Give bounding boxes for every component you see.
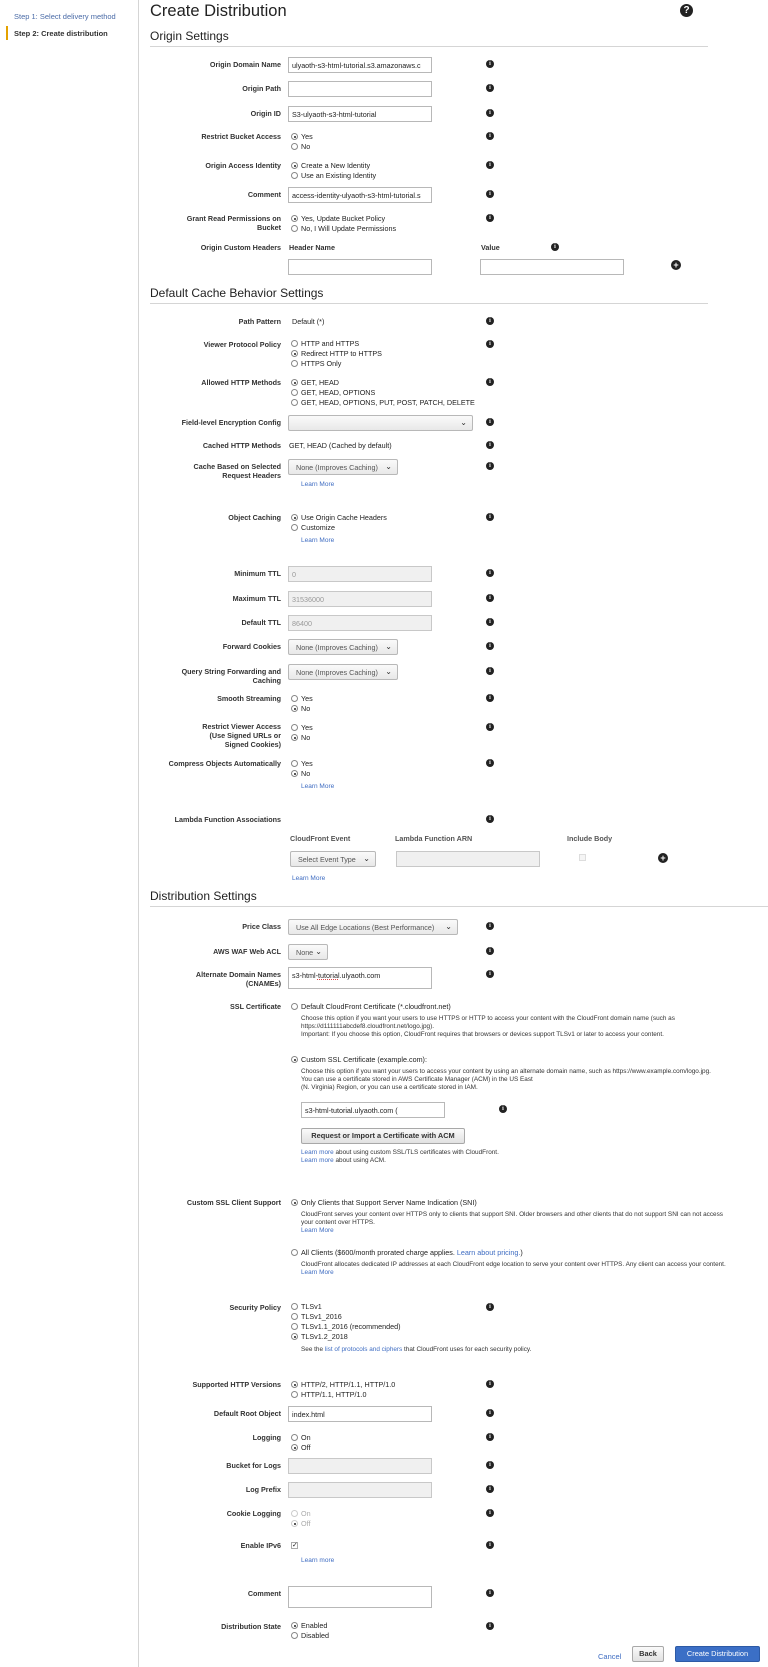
include-body-column-label: Include Body bbox=[567, 834, 613, 843]
radio-selected[interactable] bbox=[291, 1444, 298, 1451]
path-pattern-label: Path Pattern bbox=[238, 317, 281, 326]
radio-selected[interactable] bbox=[291, 514, 298, 521]
info-icon[interactable]: i bbox=[486, 190, 494, 198]
default-certificate-radio[interactable]: Default CloudFront Certificate (*.cloudfront.net) bbox=[291, 1002, 451, 1011]
price-class-label: Price Class bbox=[242, 922, 281, 931]
price-class-select[interactable]: Use All Edge Locations (Best Performance) ⌄ bbox=[288, 919, 458, 935]
minimum-ttl-input[interactable]: 0 bbox=[288, 566, 432, 582]
security-policy-label: Security Policy bbox=[229, 1303, 281, 1312]
radio-selected[interactable] bbox=[291, 133, 298, 140]
default-root-object-label: Default Root Object bbox=[213, 1409, 281, 1418]
redirect-http-to-https-radio[interactable]: Redirect HTTP to HTTPS bbox=[291, 349, 382, 358]
ipv6-learn-more-link[interactable]: Learn more bbox=[301, 1557, 335, 1564]
info-icon[interactable]: i bbox=[486, 922, 494, 930]
state-disabled-radio[interactable]: Disabled bbox=[291, 1631, 329, 1640]
chevron-down-icon: ⌄ bbox=[385, 642, 392, 651]
header-value-column-label: Value bbox=[481, 243, 500, 252]
restrict-bucket-access-label: Restrict Bucket Access bbox=[201, 132, 281, 141]
default-certificate-help-text: Choose this option if you want your users to use HTTPS or HTTP to access your content with the CloudFront domain name (such as https://d111111abcdef8.cloudfront.net/logo.jpg). Important: If you choose this option, CloudFront requires that browsers or devices support TLSv1 or later to access your content. bbox=[301, 1015, 675, 1039]
logging-off-radio[interactable]: Off bbox=[291, 1443, 310, 1452]
info-icon[interactable]: i bbox=[486, 1433, 494, 1441]
cloudfront-event-column-label: CloudFront Event bbox=[290, 834, 351, 843]
create-distribution-button[interactable]: Create Distribution bbox=[675, 1646, 760, 1662]
info-icon[interactable]: i bbox=[551, 243, 559, 251]
cached-http-methods-label: Cached HTTP Methods bbox=[202, 441, 281, 450]
section-title-cache: Default Cache Behavior Settings bbox=[150, 286, 324, 300]
radio-unselected[interactable] bbox=[291, 695, 298, 702]
radio-selected[interactable] bbox=[291, 1520, 298, 1527]
radio-unselected[interactable] bbox=[291, 1303, 298, 1310]
maximum-ttl-label: Maximum TTL bbox=[232, 594, 281, 603]
cancel-link[interactable]: Cancel bbox=[598, 1652, 622, 1661]
security-policy-note: See the list of protocols and ciphers that CloudFront uses for each security policy. bbox=[301, 1346, 532, 1353]
waf-web-acl-select[interactable]: None ⌄ bbox=[288, 944, 328, 960]
info-icon[interactable]: i bbox=[486, 970, 494, 978]
info-icon[interactable]: i bbox=[486, 723, 494, 731]
origin-path-label: Origin Path bbox=[242, 84, 281, 93]
info-icon[interactable]: i bbox=[486, 378, 494, 386]
info-icon[interactable]: i bbox=[499, 1105, 507, 1113]
info-icon[interactable]: i bbox=[486, 1622, 494, 1630]
acm-learn-more-link[interactable]: Learn more bbox=[301, 1157, 334, 1165]
object-caching-learn-more-link[interactable]: Learn More bbox=[301, 537, 335, 544]
radio-unselected[interactable] bbox=[291, 1313, 298, 1320]
radio-unselected[interactable] bbox=[291, 1632, 298, 1639]
sni-clients-radio[interactable]: Only Clients that Support Server Name Indication (SNI) bbox=[291, 1198, 477, 1207]
section-divider bbox=[150, 303, 708, 304]
methods-get-head-options-radio[interactable]: GET, HEAD, OPTIONS bbox=[291, 388, 375, 397]
info-icon[interactable]: i bbox=[486, 60, 494, 68]
info-icon[interactable]: i bbox=[486, 815, 494, 823]
smooth-streaming-label: Smooth Streaming bbox=[217, 694, 281, 703]
methods-get-head-radio[interactable]: GET, HEAD bbox=[291, 378, 339, 387]
include-body-checkbox[interactable] bbox=[579, 854, 586, 861]
create-new-identity-radio[interactable]: Create a New Identity bbox=[291, 161, 370, 170]
ssl-learn-more-link[interactable]: Learn more bbox=[301, 1149, 334, 1156]
add-lambda-association-icon[interactable]: + bbox=[658, 853, 668, 863]
custom-ssl-client-support-label: Custom SSL Client Support bbox=[186, 1198, 281, 1207]
radio-unselected[interactable] bbox=[291, 1434, 298, 1441]
info-icon[interactable]: i bbox=[486, 462, 494, 470]
info-icon[interactable]: i bbox=[486, 667, 494, 675]
enable-ipv6-checkbox[interactable]: ✓ bbox=[292, 1542, 298, 1549]
radio-selected[interactable] bbox=[291, 1199, 298, 1206]
default-ttl-label: Default TTL bbox=[241, 618, 281, 627]
restrict-bucket-yes-radio[interactable]: Yes bbox=[291, 132, 313, 141]
http2-radio[interactable]: HTTP/2, HTTP/1.1, HTTP/1.0 bbox=[291, 1380, 395, 1389]
maximum-ttl-input[interactable]: 31536000 bbox=[288, 591, 432, 607]
viewer-protocol-policy-label: Viewer Protocol Policy bbox=[203, 340, 281, 349]
cache-headers-learn-more-link[interactable]: Learn More bbox=[301, 481, 335, 488]
query-string-forwarding-label: Query String Forwarding and Caching bbox=[181, 667, 281, 685]
compress-learn-more-link[interactable]: Learn More bbox=[301, 783, 335, 790]
lambda-associations-label: Lambda Function Associations bbox=[174, 815, 281, 824]
info-icon[interactable]: i bbox=[486, 1303, 494, 1311]
distribution-comment-textarea[interactable] bbox=[288, 1586, 432, 1608]
origin-id-label: Origin ID bbox=[250, 109, 281, 118]
forward-cookies-select[interactable]: None (Improves Caching) ⌄ bbox=[288, 639, 398, 655]
custom-header-value-input[interactable] bbox=[480, 259, 624, 275]
minimum-ttl-label: Minimum TTL bbox=[234, 569, 281, 578]
compress-no-radio[interactable]: No bbox=[291, 769, 310, 778]
waf-web-acl-label: AWS WAF Web ACL bbox=[213, 947, 281, 956]
radio-selected[interactable] bbox=[291, 1056, 298, 1063]
radio-selected[interactable] bbox=[291, 162, 298, 169]
radio-unselected[interactable] bbox=[291, 399, 298, 406]
info-icon[interactable]: i bbox=[486, 1589, 494, 1597]
enable-ipv6-label: Enable IPv6 bbox=[240, 1541, 281, 1550]
compress-objects-label: Compress Objects Automatically bbox=[168, 759, 281, 768]
info-icon[interactable]: i bbox=[486, 1485, 494, 1493]
back-button[interactable]: Back bbox=[632, 1646, 664, 1662]
radio-unselected[interactable] bbox=[291, 1391, 298, 1398]
info-icon[interactable]: i bbox=[486, 642, 494, 650]
info-icon[interactable]: i bbox=[486, 759, 494, 767]
alternate-domain-names-label: Alternate Domain Names (CNAMEs) bbox=[195, 970, 281, 988]
origin-comment-input[interactable]: access-identity-ulyaoth-s3-html-tutorial.s bbox=[288, 187, 432, 203]
info-icon[interactable]: i bbox=[486, 1461, 494, 1469]
radio-unselected[interactable] bbox=[291, 724, 298, 731]
default-root-object-input[interactable]: index.html bbox=[288, 1406, 432, 1422]
radio-selected[interactable] bbox=[291, 1333, 298, 1340]
radio-selected[interactable] bbox=[291, 350, 298, 357]
restrict-viewer-access-label: Restrict Viewer Access (Use Signed URLs or Signed Cookies) bbox=[202, 722, 281, 749]
radio-selected[interactable] bbox=[291, 734, 298, 741]
methods-all-radio[interactable]: GET, HEAD, OPTIONS, PUT, POST, PATCH, DELETE bbox=[291, 398, 475, 407]
logging-on-radio[interactable]: On bbox=[291, 1433, 311, 1442]
chevron-down-icon: ⌄ bbox=[460, 418, 467, 427]
all-clients-help-text: CloudFront allocates dedicated IP addresses at each CloudFront edge location to serve your content over HTTPS. Any client can access your content. Learn More bbox=[301, 1261, 726, 1277]
compress-yes-radio[interactable]: Yes bbox=[291, 759, 313, 768]
state-enabled-radio[interactable]: Enabled bbox=[291, 1621, 327, 1630]
info-icon[interactable]: i bbox=[486, 594, 494, 602]
radio-unselected[interactable] bbox=[291, 1323, 298, 1330]
use-existing-identity-radio[interactable]: Use an Existing Identity bbox=[291, 171, 376, 180]
log-prefix-input[interactable] bbox=[288, 1482, 432, 1498]
step-create-distribution: Step 2: Create distribution bbox=[14, 29, 108, 38]
info-icon[interactable]: i bbox=[486, 618, 494, 626]
chevron-down-icon: ⌄ bbox=[363, 854, 370, 863]
origin-custom-headers-label: Origin Custom Headers bbox=[200, 243, 281, 252]
alternate-domain-names-textarea[interactable]: s3-html-tutorial.ulyaoth.com bbox=[288, 967, 432, 989]
all-clients-radio[interactable]: All Clients ($600/month prorated charge applies. Learn about pricing.) bbox=[291, 1248, 523, 1257]
tlsv1-2-2018-radio[interactable]: TLSv1.2_2018 bbox=[291, 1332, 348, 1341]
info-icon[interactable]: i bbox=[486, 317, 494, 325]
restrict-viewer-no-radio[interactable]: No bbox=[291, 733, 310, 742]
custom-certificate-help-text: Choose this option if you want your users to access your content by using an alternate domain name, such as https://www.example.com/logo.jpg. You can use a certificate stored in AWS Certificate Manager (ACM) in the US East (N. Virginia) Region, or you can use a certificate stored in IAM. bbox=[301, 1068, 711, 1092]
cookie-logging-off-radio[interactable]: Off bbox=[291, 1519, 310, 1528]
customize-caching-radio[interactable]: Customize bbox=[291, 523, 335, 532]
lambda-arn-column-label: Lambda Function ARN bbox=[395, 834, 473, 843]
radio-unselected[interactable] bbox=[291, 1003, 298, 1010]
sni-help-text: CloudFront serves your content over HTTPS only to clients that support SNI. Older browsers and other clients that do not support SNI can not access your content over HTTPS. Learn More bbox=[301, 1211, 723, 1235]
add-header-icon[interactable]: + bbox=[671, 260, 681, 270]
custom-header-name-input[interactable] bbox=[288, 259, 432, 275]
info-icon[interactable]: i bbox=[486, 214, 494, 222]
grant-read-permissions-label: Grant Read Permissions on Bucket bbox=[186, 214, 281, 232]
info-icon[interactable]: i bbox=[486, 1541, 494, 1549]
info-icon[interactable]: i bbox=[486, 513, 494, 521]
pricing-link[interactable]: Learn about pricing. bbox=[456, 1248, 521, 1257]
origin-domain-name-label: Origin Domain Name bbox=[209, 60, 281, 69]
object-caching-label: Object Caching bbox=[228, 513, 281, 522]
radio-selected[interactable] bbox=[291, 379, 298, 386]
forward-cookies-label: Forward Cookies bbox=[222, 642, 281, 651]
radio-selected[interactable] bbox=[291, 1622, 298, 1629]
radio-unselected[interactable] bbox=[291, 524, 298, 531]
info-icon[interactable]: i bbox=[486, 441, 494, 449]
path-pattern-value: Default (*) bbox=[292, 317, 325, 326]
radio-unselected[interactable] bbox=[291, 172, 298, 179]
sni-learn-more-link[interactable]: Learn More bbox=[301, 1227, 334, 1235]
http-and-https-radio[interactable]: HTTP and HTTPS bbox=[291, 339, 359, 348]
section-title-origin: Origin Settings bbox=[150, 29, 229, 43]
smooth-streaming-yes-radio[interactable]: Yes bbox=[291, 694, 313, 703]
radio-unselected[interactable] bbox=[291, 760, 298, 767]
ssl-certificate-label: SSL Certificate bbox=[230, 1002, 281, 1011]
origin-domain-name-input[interactable]: ulyaoth-s3-html-tutorial.s3.amazonaws.c bbox=[288, 57, 432, 73]
cookie-logging-label: Cookie Logging bbox=[226, 1509, 281, 1518]
radio-selected[interactable] bbox=[291, 770, 298, 777]
radio-selected[interactable] bbox=[291, 705, 298, 712]
section-title-distribution: Distribution Settings bbox=[150, 889, 257, 903]
request-import-certificate-button[interactable]: Request or Import a Certificate with ACM bbox=[301, 1128, 465, 1144]
info-icon[interactable]: i bbox=[486, 132, 494, 140]
lambda-arn-input[interactable] bbox=[396, 851, 540, 867]
custom-certificate-input[interactable]: s3-html-tutorial.ulyaoth.com ( bbox=[301, 1102, 445, 1118]
allowed-http-methods-label: Allowed HTTP Methods bbox=[201, 378, 281, 387]
event-type-select[interactable]: Select Event Type ⌄ bbox=[290, 851, 376, 867]
origin-id-input[interactable]: S3-ulyaoth-s3-html-tutorial bbox=[288, 106, 432, 122]
update-permissions-myself-radio[interactable]: No, I Will Update Permissions bbox=[291, 224, 396, 233]
info-icon[interactable]: i bbox=[486, 947, 494, 955]
question-circle-icon[interactable]: ? bbox=[680, 4, 693, 17]
log-prefix-label: Log Prefix bbox=[245, 1485, 281, 1494]
info-icon[interactable]: i bbox=[486, 161, 494, 169]
field-level-encryption-select[interactable] bbox=[288, 415, 473, 431]
radio-unselected[interactable] bbox=[291, 1510, 298, 1517]
chevron-down-icon: ⌄ bbox=[385, 462, 392, 471]
radio-unselected[interactable] bbox=[291, 143, 298, 150]
default-ttl-input[interactable]: 86400 bbox=[288, 615, 432, 631]
radio-selected[interactable] bbox=[291, 215, 298, 222]
section-divider bbox=[150, 906, 768, 907]
radio-selected[interactable] bbox=[291, 1381, 298, 1388]
page-title: Create Distribution bbox=[150, 2, 287, 20]
wizard-sidebar bbox=[0, 0, 139, 1667]
distribution-state-label: Distribution State bbox=[221, 1622, 281, 1631]
section-divider bbox=[150, 46, 708, 47]
radio-unselected[interactable] bbox=[291, 225, 298, 232]
origin-comment-label: Comment bbox=[247, 190, 281, 199]
restrict-viewer-yes-radio[interactable]: Yes bbox=[291, 723, 313, 732]
info-icon[interactable]: i bbox=[486, 109, 494, 117]
chevron-down-icon: ⌄ bbox=[315, 947, 322, 956]
lambda-learn-more-link[interactable]: Learn More bbox=[292, 875, 326, 882]
info-icon[interactable]: i bbox=[486, 1509, 494, 1517]
active-step-indicator bbox=[6, 26, 8, 40]
query-string-select[interactable]: None (Improves Caching) ⌄ bbox=[288, 664, 398, 680]
tlsv1-2016-radio[interactable]: TLSv1_2016 bbox=[291, 1312, 342, 1321]
cookie-logging-on-radio[interactable]: On bbox=[291, 1509, 311, 1518]
origin-path-input[interactable] bbox=[288, 81, 432, 97]
use-origin-cache-headers-radio[interactable]: Use Origin Cache Headers bbox=[291, 513, 387, 522]
radio-unselected[interactable] bbox=[291, 340, 298, 347]
info-icon[interactable]: i bbox=[486, 1380, 494, 1388]
info-icon[interactable]: i bbox=[486, 340, 494, 348]
origin-access-identity-label: Origin Access Identity bbox=[205, 161, 281, 170]
tlsv1-radio[interactable]: TLSv1 bbox=[291, 1302, 322, 1311]
step-select-delivery-method[interactable]: Step 1: Select delivery method bbox=[14, 12, 116, 21]
chevron-down-icon: ⌄ bbox=[445, 922, 452, 931]
tlsv1-1-2016-radio[interactable]: TLSv1.1_2016 (recommended) bbox=[291, 1322, 400, 1331]
bucket-for-logs-label: Bucket for Logs bbox=[226, 1461, 281, 1470]
ssl-learn-more-text: Learn more about using custom SSL/TLS certificates with CloudFront. Learn more about using ACM. bbox=[301, 1149, 499, 1165]
logging-label: Logging bbox=[252, 1433, 281, 1442]
chevron-down-icon: ⌄ bbox=[385, 667, 392, 676]
info-icon[interactable]: i bbox=[486, 418, 494, 426]
field-level-encryption-label: Field-level Encryption Config bbox=[181, 418, 281, 427]
header-name-column-label: Header Name bbox=[289, 243, 335, 252]
cache-headers-select[interactable]: None (Improves Caching) ⌄ bbox=[288, 459, 398, 475]
info-icon[interactable]: i bbox=[486, 1409, 494, 1417]
radio-unselected[interactable] bbox=[291, 1249, 298, 1256]
cached-http-methods-value: GET, HEAD (Cached by default) bbox=[289, 441, 392, 450]
update-bucket-policy-radio[interactable]: Yes, Update Bucket Policy bbox=[291, 214, 385, 223]
custom-certificate-radio[interactable]: Custom SSL Certificate (example.com): bbox=[291, 1055, 427, 1064]
info-icon[interactable]: i bbox=[486, 84, 494, 92]
smooth-streaming-no-radio[interactable]: No bbox=[291, 704, 310, 713]
radio-unselected[interactable] bbox=[291, 389, 298, 396]
https-only-radio[interactable]: HTTPS Only bbox=[291, 359, 341, 368]
http1-radio[interactable]: HTTP/1.1, HTTP/1.0 bbox=[291, 1390, 367, 1399]
distribution-comment-label: Comment bbox=[247, 1589, 281, 1598]
all-clients-learn-more-link[interactable]: Learn More bbox=[301, 1269, 334, 1277]
supported-http-versions-label: Supported HTTP Versions bbox=[192, 1380, 281, 1389]
protocols-ciphers-link[interactable]: list of protocols and ciphers bbox=[324, 1346, 403, 1353]
radio-unselected[interactable] bbox=[291, 360, 298, 367]
info-icon[interactable]: i bbox=[486, 694, 494, 702]
bucket-for-logs-input[interactable] bbox=[288, 1458, 432, 1474]
restrict-bucket-no-radio[interactable]: No bbox=[291, 142, 310, 151]
info-icon[interactable]: i bbox=[486, 569, 494, 577]
cache-based-on-headers-label: Cache Based on Selected Request Headers bbox=[193, 462, 281, 480]
